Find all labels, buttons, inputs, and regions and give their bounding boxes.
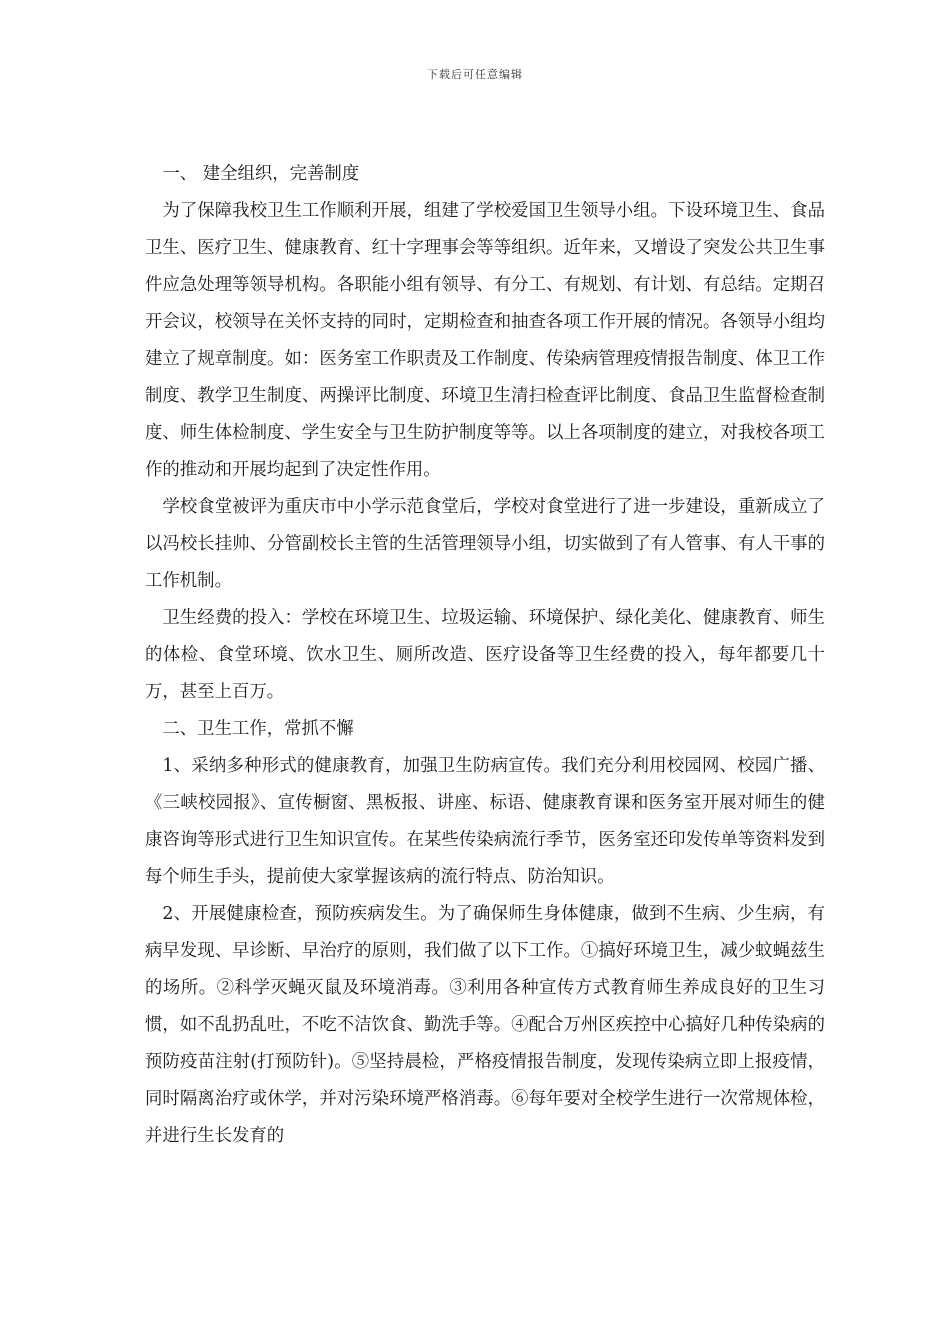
paragraph-health-check: 2、开展健康检查，预防疾病发生。为了确保师生身体健康，做到不生病、少生病，有病早发现、早诊断、早治疗的原则，我们做了以下工作。①搞好环境卫生，减少蚊蝇兹生的场所。②科学灭蝇灭鼠及环境消毒。③利用各种宣传方式教育师生养成良好的卫生习惯，如不乱扔乱吐，不吃不洁饮食、勤洗手等。④配合万州区疾控中心搞好几种传染病的预防疫苗注射(打预防针)。⑤坚持晨检，严格疫情报告制度，发现传染病立即上报疫情，同时隔离治疗或休学，并对污染环境严格消毒。⑥每年要对全校学生进行一次常规体检，并进行生长发育的: [145, 904, 825, 1146]
paragraph-canteen: 学校食堂被评为重庆市中小学示范食堂后，学校对食堂进行了进一步建设，重新成立了以冯校长挂帅、分管副校长主管的生活管理领导小组，切实做到了有人管事、有人干事的工作机制。: [145, 497, 825, 591]
paragraph-organization: 为了保障我校卫生工作顺利开展，组建了学校爱国卫生领导小组。下设环境卫生、食品卫生、医疗卫生、健康教育、红十字理事会等等组织。近年来，又增设了突发公共卫生事件应急处理等领导机构。各职能小组有领导、有分工、有规划、有计划、有总结。定期召开会议，校领导在关怀支持的同时，定期检查和抽查各项工作开展的情况。各领导小组均建立了规章制度。如：医务室工作职责及工作制度、传染病管理疫情报告制度、体卫工作制度、教学卫生制度、两操评比制度、环境卫生清扫检查评比制度、食品卫生监督检查制度、师生体检制度、学生安全与卫生防护制度等等。以上各项制度的建立，对我校各项工作的推动和开展均起到了决定性作用。: [145, 201, 825, 480]
paragraph-funding: 卫生经费的投入：学校在环境卫生、垃圾运输、环境保护、绿化美化、健康教育、师生的体检、食堂环境、饮水卫生、厕所改造、医疗设备等卫生经费的投入，每年都要几十万，甚至上百万。: [145, 608, 825, 702]
document-body: [145, 156, 825, 1155]
section-2-heading: 二、卫生工作，常抓不懈: [162, 719, 354, 739]
section-1-heading: 一、 建全组织，完善制度: [162, 164, 360, 184]
page-header: 下载后可任意编辑: [427, 68, 523, 81]
paragraph-health-education: 1、采纳多种形式的健康教育，加强卫生防病宣传。我们充分利用校园网、校园广播、《三峡校园报》、宣传橱窗、黑板报、讲座、标语、健康教育课和医务室开展对师生的健康咨询等形式进行卫生知识宣传。在某些传染病流行季节，医务室还印发传单等资料发到每个师生手头，提前使大家掌握该病的流行特点、防治知识。: [145, 756, 825, 887]
